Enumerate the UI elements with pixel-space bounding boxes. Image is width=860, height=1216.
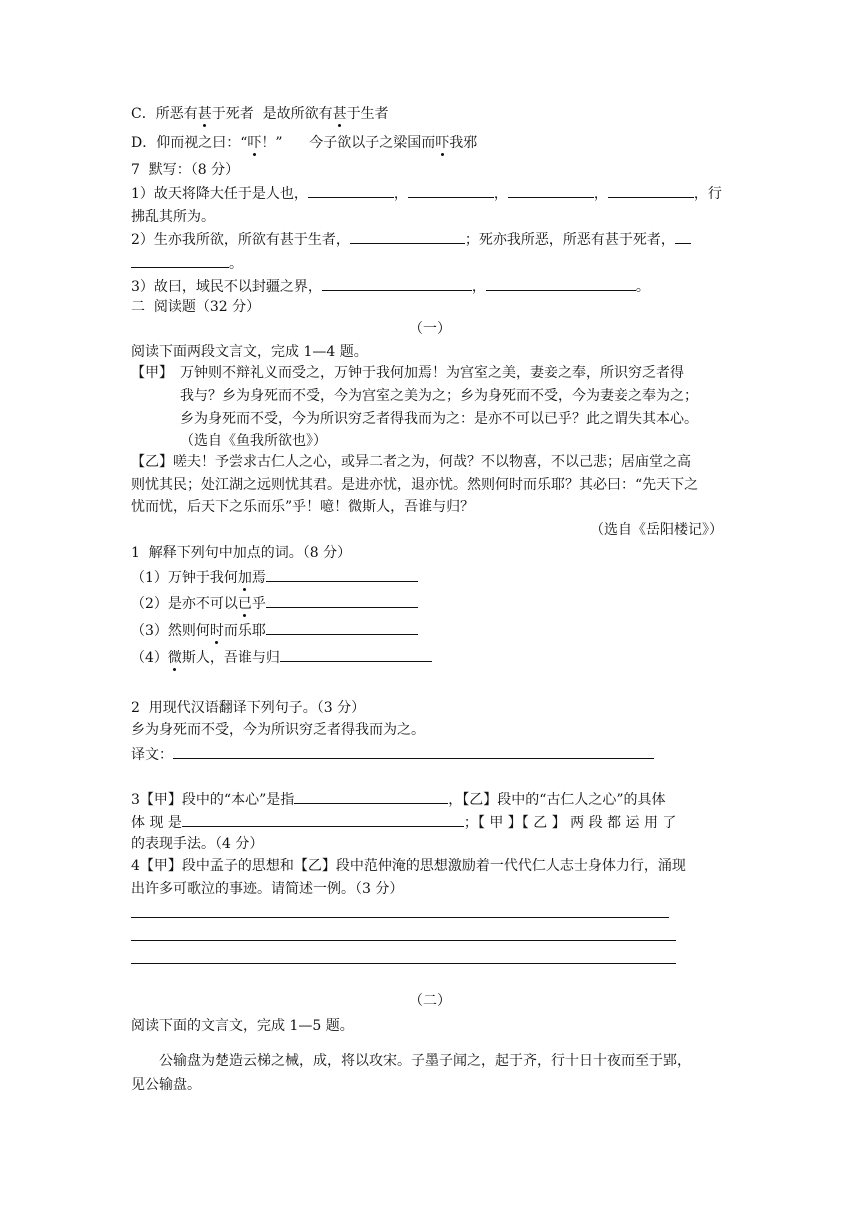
emphasis-dot-char: 甚 [332, 106, 347, 122]
passage-yi-line-1: 【乙】嗟夫！予尝求古仁人之心，或异二者之为，何哉？不以物喜，不以己悲；居庙堂之高 [131, 454, 691, 470]
emphasis-dot-char: 甚 [197, 106, 212, 122]
q2-sentence: 乡为身死而不受，今为所识穷乏者得我而为之。 [131, 722, 425, 738]
q2-title: 2 用现代汉语翻译下列句子。（3 分） [131, 700, 366, 716]
text: （1）万钟于我何 [131, 570, 238, 586]
q2-translation-line [131, 744, 654, 765]
q4-line-2: 出许多可歌泣的事迹。请简述一例。（3 分） [131, 881, 404, 897]
text: ， [493, 186, 508, 202]
part-2-passage-line-1: 公输盘为楚造云梯之械，成，将以攻宋。子墨子闻之，起于齐，行十日十夜而至于郢， [159, 1053, 691, 1069]
q6-option-c [131, 104, 389, 124]
passage-yi-source: （选自《岳阳楼记》） [590, 522, 723, 538]
text: ；死亦我所恶，所恶有甚于死者， [464, 232, 675, 248]
q3-line-1 [131, 789, 666, 810]
passage-jia-line-3: 乡为身死而不受，今为所识穷乏者得我而为之：是亦不可以已乎？此之谓失其本心。 [180, 411, 698, 427]
text: 2）生亦我所欲，所欲有甚于生者， [131, 232, 350, 248]
emphasis-dot-char: 已 [237, 596, 252, 612]
q4-line-1: 4【甲】段中孟子的思想和【乙】段中范仲淹的思想激励着一代代仁人志士身体力行，涌现 [131, 858, 686, 874]
part-2-heading: （二） [409, 993, 451, 1009]
section-2-title: 二 阅读题（32 分） [131, 299, 261, 315]
text: 而乐耶 [223, 623, 266, 639]
text: （3）然则何 [131, 623, 210, 639]
answer-blank[interactable] [266, 593, 418, 608]
q7-line-2: 拂乱其所为。 [131, 209, 215, 225]
text: （2）是亦不可以 [131, 596, 238, 612]
part-2-passage-line-2: 见公输盘。 [131, 1077, 201, 1093]
emphasis-dot-char: 吓 [247, 135, 262, 151]
q1-item-3 [131, 620, 418, 641]
q7-line-3 [131, 229, 691, 250]
q3-line-2 [131, 812, 676, 833]
emphasis-dot-char: 微 [167, 650, 182, 666]
passage-yi-line-2: 则忧其民；处江湖之远则忧其君。是进亦忧，退亦忧。然则何时而乐耶？其必曰：“先天下之 [131, 477, 699, 493]
text: ， [471, 279, 486, 295]
answer-blank[interactable] [280, 647, 432, 662]
answer-line[interactable] [131, 940, 676, 941]
answer-blank[interactable] [266, 620, 418, 635]
text: ， [393, 186, 408, 202]
text: 体 现 是 [131, 815, 182, 831]
answer-blank[interactable] [322, 276, 472, 291]
passage-yi-line-3: 忧而忧，后天下之乐而乐”乎！噫！微斯人，吾谁与归？ [131, 499, 475, 515]
answer-blank[interactable] [173, 744, 654, 759]
translation-label: 译文： [131, 747, 173, 763]
answer-blank[interactable] [294, 789, 448, 804]
answer-blank[interactable] [182, 812, 464, 827]
text: ，【乙】段中的“古仁人之心”的具体 [448, 792, 666, 808]
text: C．所恶有 [131, 106, 198, 122]
emphasis-dot-char: 吓 [435, 135, 450, 151]
answer-blank[interactable] [508, 183, 594, 198]
q7-title: 7 默写：（8 分） [131, 162, 240, 178]
text: 3）故曰，域民不以封疆之界， [131, 279, 322, 295]
part-1-intro: 阅读下面两段文言文，完成 1—4 题。 [131, 344, 368, 360]
answer-blank[interactable] [486, 276, 636, 291]
text: 乎 [251, 596, 266, 612]
q7-line-1 [131, 183, 722, 204]
text: ， [593, 186, 608, 202]
part-2-intro: 阅读下面的文言文，完成 1—5 题。 [131, 1018, 354, 1034]
passage-jia-line-1 [131, 363, 684, 383]
passage-jia-source: （选自《鱼我所欲也》） [180, 433, 327, 449]
q7-line-5 [131, 276, 650, 297]
text: 3【甲】段中的“本心”是指 [131, 792, 295, 808]
answer-blank[interactable] [308, 183, 394, 198]
answer-line[interactable] [131, 917, 669, 918]
emphasis-dot-char: 加 [237, 570, 252, 586]
text: 。 [229, 256, 243, 272]
text: 1）故天将降大任于是人也， [131, 186, 308, 202]
q1-title: 1 解释下列句中加点的词。（8 分） [131, 545, 352, 561]
answer-blank[interactable] [131, 253, 229, 268]
q1-item-2 [131, 593, 418, 614]
text: 焉 [251, 570, 266, 586]
part-1-heading: （一） [409, 321, 451, 337]
text: 我邪 [449, 135, 478, 151]
q1-item-1 [131, 567, 418, 588]
text: 。 [635, 279, 650, 295]
text: D．仰而视之曰：“ [131, 135, 248, 151]
q6-option-d [131, 133, 477, 153]
passage-jia-line-2: 我与？乡为身死而不受，今为宫室之美为之；乡为身死而不受，今为妻妾之奉为之； [180, 388, 698, 404]
answer-line[interactable] [131, 963, 676, 964]
text: 于生者 [346, 106, 389, 122]
text: （4） [131, 650, 168, 666]
text: ；【 甲 】【 乙 】 两 段 都 运 用 了 [463, 815, 677, 831]
answer-blank[interactable] [675, 229, 691, 244]
q1-item-4 [131, 647, 432, 668]
answer-blank[interactable] [350, 229, 465, 244]
passage-label: 【甲】 [131, 365, 173, 381]
answer-blank[interactable] [608, 183, 694, 198]
text: 于死者 是故所欲有 [211, 106, 333, 122]
emphasis-dot-char: 时 [209, 623, 224, 639]
text: 斯人，吾谁与归 [181, 650, 280, 666]
q3-line-3: 的表现手法。（4 分） [131, 836, 264, 852]
answer-blank[interactable] [408, 183, 494, 198]
text: ！” 今子欲以子之梁国而 [261, 135, 436, 151]
q7-line-4 [131, 253, 243, 274]
answer-blank[interactable] [266, 567, 418, 582]
text: ，行 [693, 186, 722, 202]
text: 万钟则不辩礼义而受之，万钟于我何加焉！为宫室之美，妻妾之奉，所识穷乏者得 [180, 365, 684, 381]
